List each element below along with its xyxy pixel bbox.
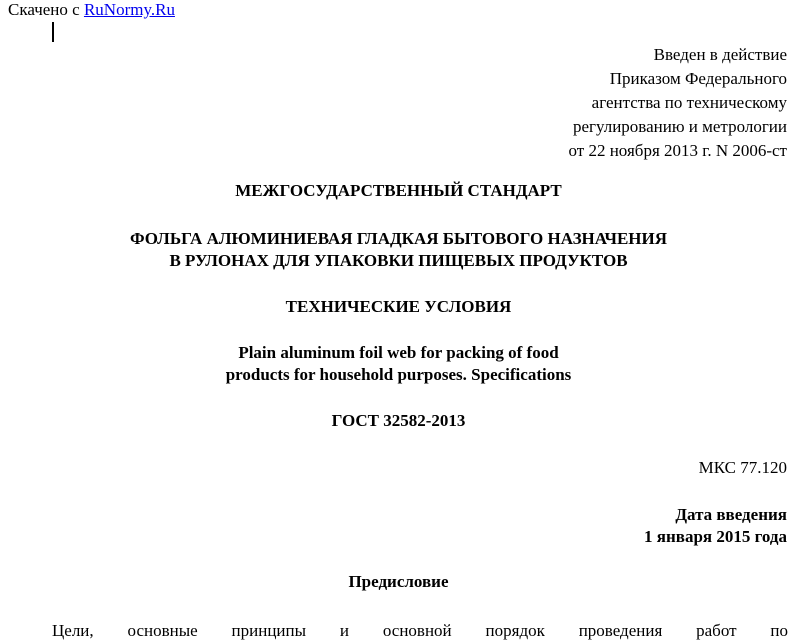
english-title-line-1: Plain aluminum foil web for packing of food (238, 343, 559, 362)
mks-code: МКС 77.120 (698, 458, 787, 477)
source-line (8, 0, 175, 20)
source-prefix: Скачено с (8, 0, 84, 19)
title-line-2: В РУЛОНАХ ДЛЯ УПАКОВКИ ПИЩЕВЫХ ПРОДУКТОВ (169, 251, 628, 270)
preface-heading: Предисловие (348, 572, 449, 591)
preface-paragraph: Цели, основные принципы и основной порядок проведения работ по (52, 621, 788, 640)
intro-line-3: агентства по техническому (591, 93, 787, 112)
english-title (0, 342, 790, 386)
source-link[interactable]: RuNormy.Ru (83, 0, 175, 19)
intro-line-2: Приказом Федерального (609, 69, 787, 88)
text-cursor (52, 22, 54, 42)
effective-date-label: Дата введения (675, 505, 787, 524)
effective-date-value: 1 января 2015 года (644, 527, 787, 546)
standard-type-heading: МЕЖГОСУДАРСТВЕННЫЙ СТАНДАРТ (235, 181, 562, 200)
english-title-line-2: products for household purposes. Specifications (225, 365, 572, 384)
gost-number: ГОСТ 32582-2013 (331, 411, 466, 430)
intro-line-1: Введен в действие (653, 45, 787, 64)
introduction-block (569, 43, 788, 163)
effective-date-block (644, 504, 787, 548)
intro-line-5: от 22 ноября 2013 г. N 2006-ст (568, 141, 787, 160)
document-title (0, 228, 790, 272)
title-line-1: ФОЛЬГА АЛЮМИНИЕВАЯ ГЛАДКАЯ БЫТОВОГО НАЗНАЧЕНИЯ (129, 229, 668, 248)
spec-heading: ТЕХНИЧЕСКИЕ УСЛОВИЯ (285, 297, 512, 316)
intro-line-4: регулированию и метрологии (572, 117, 787, 136)
